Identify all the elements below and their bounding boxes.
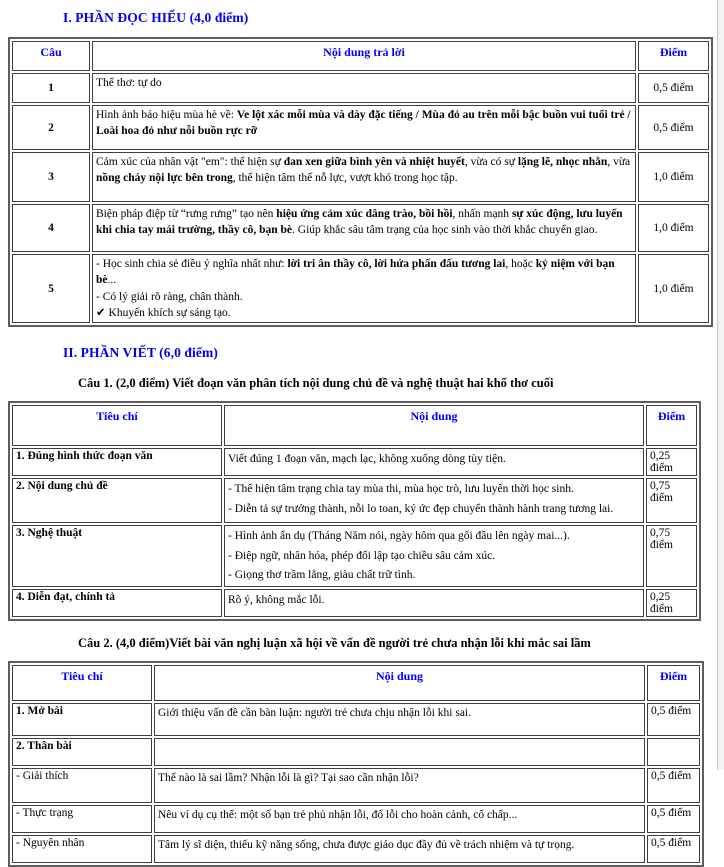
column-header-noi-dung: Nội dung	[154, 665, 645, 701]
column-header-cau: Câu	[12, 41, 90, 71]
cell-question-number: 4	[12, 204, 90, 252]
column-header-noi-dung: Nội dung	[224, 405, 644, 446]
table-row	[12, 204, 709, 252]
cell-points: 0,5 điểm	[647, 805, 700, 833]
cell-content	[154, 738, 645, 766]
content-line: Viết đúng 1 đoạn văn, mạch lạc, không xuống dòng tùy tiện.	[228, 453, 506, 466]
table-row	[12, 478, 697, 523]
cell-points: 0,5 điểm	[647, 703, 700, 736]
table-row	[12, 448, 697, 476]
cell-content	[224, 525, 644, 587]
cell-points: 0,5 điểm	[647, 768, 700, 803]
column-header-tieu-chi: Tiêu chí	[12, 405, 222, 446]
cell-points: 0,75 điểm	[646, 525, 697, 587]
content-line: - Có lý giải rõ ràng, chân thành.	[96, 290, 243, 303]
column-header-noi-dung-tra-loi: Nội dung trả lời	[92, 41, 636, 71]
cell-criterion: - Thực trạng	[12, 805, 152, 833]
cell-criterion: 2. Nội dung chủ đề	[12, 478, 222, 523]
content-line: - Điệp ngữ, nhân hóa, phép đối lập tạo chiều sâu cảm xúc.	[228, 549, 496, 562]
cell-points	[647, 738, 700, 766]
header-row	[12, 665, 700, 701]
cell-content	[92, 204, 636, 252]
table-row	[12, 738, 700, 766]
header-row	[12, 41, 709, 71]
cell-content	[154, 805, 645, 833]
column-header-diem: Điểm	[638, 41, 709, 71]
content-line: Rõ ý, không mắc lỗi.	[228, 594, 325, 607]
table-row	[12, 835, 700, 863]
content-line: - Hình ảnh ẩn dụ (Tháng Năm nói, ngày hôm qua gối đầu lên ngày mai...).	[228, 530, 570, 543]
cau1-table-header	[12, 405, 697, 446]
cell-points: 1,0 điểm	[638, 254, 709, 323]
table-row	[12, 105, 709, 150]
content-line: Giới thiệu vấn đề cần bàn luận: người trẻ chưa chịu nhận lỗi khi sai.	[158, 707, 472, 720]
table-row	[12, 768, 700, 803]
content-line: - Giọng thơ trầm lắng, giàu chất trữ tình.	[228, 568, 416, 581]
content-line: Hình ảnh báo hiệu mùa hè về: Ve lột xác mỗi mùa và dày đặc tiếng / Mùa đỏ au trên mỗi bậc buồn vui tuổi trẻ / Loài hoa đỏ như nỗi buồn rực rỡ	[96, 109, 631, 138]
cell-content	[154, 768, 645, 803]
table-row	[12, 73, 709, 103]
content-line: Thể thơ: tự do	[96, 77, 162, 89]
content-line: Biện pháp điệp từ “rưng rưng” tạo nên hiệu ứng cảm xúc dâng trào, bồi hồi, nhấn mạnh sự xúc động, lưu luyến khi chia tay mái trường, thầy cô, bạn bè. Giúp khắc sâu tâm trạng của học sinh vào thời khắc chuyển giao.	[96, 208, 623, 237]
table-row	[12, 589, 697, 617]
cell-points: 0,5 điểm	[647, 835, 700, 863]
cell-content	[154, 703, 645, 736]
cell-criterion: 4. Diễn đạt, chính tả	[12, 589, 222, 617]
cau1-table-body	[12, 448, 697, 617]
cau2-rubric-table	[8, 661, 704, 867]
cau2-table-header	[12, 665, 700, 701]
content-line: - Thể hiện tâm trạng chia tay mùa thi, mùa học trò, lưu luyến thời học sinh.	[228, 483, 574, 496]
content-line: Cảm xúc của nhân vật "em": thể hiện sự đan xen giữa bình yên và nhiệt huyết, vừa có sự lặng lẽ, nhọc nhằn, vừa nồng cháy nội lực bên trong, thể hiện tâm thế nỗ lực, vượt khó trong học tập.	[96, 156, 631, 185]
cell-points: 0,5 điểm	[638, 105, 709, 150]
cell-points: 0,25 điểm	[646, 589, 697, 617]
cell-question-number: 2	[12, 105, 90, 150]
cell-content	[224, 448, 644, 476]
content-line: Thế nào là sai lầm? Nhận lỗi là gì? Tại sao cần nhận lỗi?	[158, 772, 419, 785]
column-header-diem: Điểm	[647, 665, 700, 701]
cell-question-number: 1	[12, 73, 90, 103]
table-row	[12, 703, 700, 736]
scrollbar-track[interactable]	[717, 0, 724, 770]
cell-question-number: 3	[12, 152, 90, 202]
cell-content	[92, 73, 636, 103]
cell-content	[92, 254, 636, 323]
reading-table-header	[12, 41, 709, 71]
content-line: Nêu ví dụ cụ thể: một số bạn trẻ phủ nhận lỗi, đổ lỗi cho hoàn cảnh, cố chấp...	[158, 809, 518, 822]
cau1-heading: Câu 1. (2,0 điểm) Viết đoạn văn phân tích nội dung chủ đề và nghệ thuật hai khổ thơ cuối	[78, 376, 554, 391]
cell-points: 0,25 điểm	[646, 448, 697, 476]
table-row	[12, 152, 709, 202]
content-line: Tâm lý sĩ diện, thiếu kỹ năng sống, chưa được giáo dục đầy đủ về trách nhiệm và tự trọng.	[158, 839, 575, 852]
cell-criterion: 1. Mở bài	[12, 703, 152, 736]
cell-points: 1,0 điểm	[638, 152, 709, 202]
table-row	[12, 805, 700, 833]
cau2-table-body	[12, 703, 700, 863]
cell-criterion: - Giải thích	[12, 768, 152, 803]
cell-criterion: 2. Thân bài	[12, 738, 152, 766]
content-line: - Diễn tả sự trưởng thành, nỗi lo toan, ký ức đẹp chuyển thành hành trang tương lai.	[228, 502, 614, 515]
content-line: ✔ Khuyến khích sự sáng tạo.	[96, 306, 231, 319]
cell-criterion: - Nguyên nhân	[12, 835, 152, 863]
cell-criterion: 1. Đúng hình thức đoạn văn	[12, 448, 222, 476]
cell-points: 1,0 điểm	[638, 204, 709, 252]
cell-content	[224, 478, 644, 523]
header-row	[12, 405, 697, 446]
reading-comprehension-table	[8, 37, 713, 327]
cell-content	[224, 589, 644, 617]
cell-points: 0,75 điểm	[646, 478, 697, 523]
section2-title: II. PHẦN VIẾT (6,0 điểm)	[63, 345, 218, 361]
cell-content	[92, 152, 636, 202]
section1-title: I. PHẦN ĐỌC HIỂU (4,0 điểm)	[63, 10, 249, 25]
cell-question-number: 5	[12, 254, 90, 323]
cell-content	[92, 105, 636, 150]
column-header-diem: Điểm	[646, 405, 697, 446]
table-row	[12, 254, 709, 323]
cau2-heading: Câu 2. (4,0 điểm)Viết bài văn nghị luận xã hội về vấn đề người trẻ chưa nhận lỗi khi mắc sai lầm	[78, 636, 591, 651]
reading-table-body	[12, 73, 709, 323]
cell-criterion: 3. Nghệ thuật	[12, 525, 222, 587]
column-header-tieu-chi: Tiêu chí	[12, 665, 152, 701]
content-line: - Học sinh chia sẻ điều ý nghĩa nhất như: lời tri ân thầy cô, lời hứa phấn đấu tương lai, hoặc kỷ niệm với bạn bè...	[96, 258, 615, 287]
cau1-rubric-table	[8, 401, 701, 621]
cell-points: 0,5 điểm	[638, 73, 709, 103]
table-row	[12, 525, 697, 587]
cell-content	[154, 835, 645, 863]
